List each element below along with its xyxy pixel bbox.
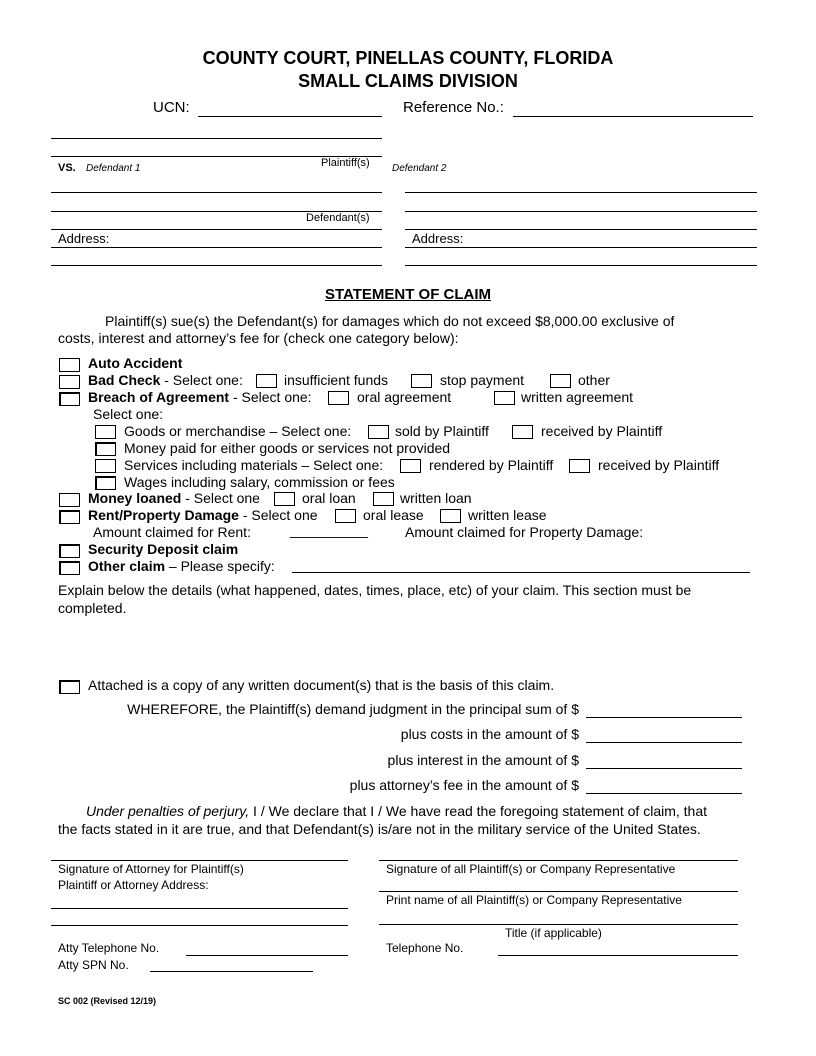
atty-spn-label: Atty SPN No.	[58, 958, 129, 972]
insufficient-funds-label: insufficient funds	[284, 372, 389, 388]
rent-property-select: - Select one	[242, 507, 318, 523]
telephone-field[interactable]	[498, 955, 738, 956]
attorney-fee-label: plus attorney’s fee in the amount of $	[349, 777, 579, 793]
wages-label: Wages including salary, commission or fees	[124, 474, 395, 490]
attorney-fee-field[interactable]	[586, 793, 742, 794]
other-claim-specify: – Please specify:	[168, 558, 275, 574]
money-paid-checkbox[interactable]	[95, 442, 116, 456]
costs-label: plus costs in the amount of $	[400, 726, 579, 742]
defendants-label: Defendant(s)	[306, 212, 370, 224]
title-line[interactable]	[379, 924, 738, 925]
written-loan-checkbox[interactable]	[373, 492, 394, 506]
atty-spn-field[interactable]	[150, 971, 313, 972]
rent-property-line	[88, 507, 318, 523]
oral-lease-checkbox[interactable]	[335, 509, 356, 523]
form-number: SC 002 (Revised 12/19)	[58, 996, 157, 1006]
defendant-2-line-1[interactable]	[405, 192, 757, 193]
attorney-address-label: Plaintiff or Attorney Address:	[58, 878, 209, 892]
goods-checkbox[interactable]	[95, 425, 116, 439]
print-name-label: Print name of all Plaintiff(s) or Company Representative	[386, 893, 682, 907]
address-right-line-1[interactable]	[405, 247, 757, 248]
address-left-line-1[interactable]	[51, 247, 382, 248]
principal-field[interactable]	[586, 717, 742, 718]
bad-check-label: Bad Check	[88, 372, 161, 388]
defendant-1-name-line[interactable]	[51, 229, 382, 230]
rent-property-checkbox[interactable]	[59, 510, 80, 524]
principal-label: WHEREFORE, the Plaintiff(s) demand judgment in the principal sum of $	[127, 701, 579, 717]
other-claim-line	[88, 558, 275, 574]
written-agreement-label: written agreement	[521, 389, 634, 405]
plaintiff-signature-line[interactable]	[379, 860, 738, 861]
address-label-left: Address:	[58, 231, 110, 246]
sold-by-plaintiff-label: sold by Plaintiff	[395, 423, 489, 439]
plaintiff-line-1[interactable]	[51, 138, 382, 139]
intro-line-2: costs, interest and attorney’s fee for (check one category below):	[58, 330, 459, 346]
defendant-1-label: Defendant 1	[86, 163, 141, 174]
received-goods-label: received by Plaintiff	[541, 423, 663, 439]
ucn-field[interactable]	[198, 116, 382, 117]
attorney-signature-line[interactable]	[51, 860, 348, 861]
reference-label: Reference No.:	[403, 99, 504, 116]
attached-label: Attached is a copy of any written document(s) that is the basis of this claim.	[88, 677, 555, 693]
stop-payment-label: stop payment	[440, 372, 525, 388]
atty-phone-field[interactable]	[186, 955, 348, 956]
statement-title: STATEMENT OF CLAIM	[324, 286, 492, 303]
written-agreement-checkbox[interactable]	[494, 391, 515, 405]
reference-field[interactable]	[513, 116, 753, 117]
division-title: SMALL CLAIMS DIVISION	[298, 71, 518, 91]
breach-label: Breach of Agreement	[88, 389, 230, 405]
attorney-address-line-2[interactable]	[51, 925, 348, 926]
goods-label: Goods or merchandise – Select one:	[124, 423, 352, 439]
plaintiff-label: Plaintiff(s)	[321, 157, 370, 169]
sig-plaintiffs-label: Signature of all Plaintiff(s) or Company Representative	[386, 862, 676, 876]
defendant-2-line-2[interactable]	[405, 211, 757, 212]
rendered-by-plaintiff-label: rendered by Plaintiff	[429, 457, 554, 473]
interest-label: plus interest in the amount of $	[387, 752, 579, 768]
interest-field[interactable]	[586, 768, 742, 769]
bad-check-other-checkbox[interactable]	[550, 374, 571, 388]
written-loan-label: written loan	[400, 490, 472, 506]
oral-agreement-checkbox[interactable]	[328, 391, 349, 405]
wages-checkbox[interactable]	[95, 476, 116, 490]
amount-rent-field[interactable]: __________	[290, 522, 368, 538]
services-checkbox[interactable]	[95, 459, 116, 473]
auto-accident-label: Auto Accident	[88, 355, 183, 371]
money-loaned-label: Money loaned	[88, 490, 182, 506]
rendered-by-plaintiff-checkbox[interactable]	[400, 459, 421, 473]
perjury-rest: I / We declare that I / We have read the foregoing statement of claim, that	[249, 803, 708, 819]
amount-rent-label: Amount claimed for Rent:	[93, 524, 251, 540]
other-claim-label: Other claim	[88, 558, 166, 574]
defendant-1-line-1[interactable]	[51, 192, 382, 193]
perjury-line-2: the facts stated in it are true, and that Defendant(s) is/are not in the military service of the United States.	[58, 821, 701, 837]
amount-property-label: Amount claimed for Property Damage:	[405, 524, 644, 540]
oral-agreement-label: oral agreement	[357, 389, 452, 405]
ucn-label: UCN:	[153, 99, 190, 116]
sig-attorney-label: Signature of Attorney for Plaintiff(s)	[58, 862, 244, 876]
received-services-label: received by Plaintiff	[598, 457, 720, 473]
oral-lease-label: oral lease	[363, 507, 424, 523]
security-deposit-label: Security Deposit claim	[88, 541, 239, 557]
explain-line-1: Explain below the details (what happened, dates, times, place, etc) of your claim. This section must be	[58, 582, 692, 598]
breach-select: - Select one:	[232, 389, 312, 405]
security-deposit-checkbox[interactable]	[59, 544, 80, 558]
other-claim-checkbox[interactable]	[59, 561, 80, 575]
services-label: Services including materials – Select one:	[124, 457, 384, 473]
other-claim-field[interactable]	[292, 572, 750, 573]
auto-accident-checkbox[interactable]	[59, 358, 80, 372]
defendant-2-name-line[interactable]	[405, 229, 757, 230]
telephone-label: Telephone No.	[386, 941, 464, 955]
insufficient-funds-checkbox[interactable]	[256, 374, 277, 388]
perjury-italic: Under penalties of perjury,	[86, 803, 250, 819]
received-services-checkbox[interactable]	[569, 459, 590, 473]
stop-payment-checkbox[interactable]	[411, 374, 432, 388]
attorney-address-line-1[interactable]	[51, 908, 348, 909]
explain-line-2: completed.	[58, 600, 127, 616]
money-loaned-checkbox[interactable]	[59, 493, 80, 507]
intro-line-1: Plaintiff(s) sue(s) the Defendant(s) for damages which do not exceed $8,000.00 exclusive of	[105, 313, 675, 329]
breach-select-one: Select one:	[93, 406, 164, 422]
address-left-line-2[interactable]	[51, 265, 382, 266]
vs-label: VS.	[58, 162, 76, 174]
bad-check-other-label: other	[578, 372, 610, 388]
address-label-right: Address:	[412, 231, 464, 246]
written-lease-checkbox[interactable]	[440, 509, 461, 523]
money-paid-label: Money paid for either goods or services not provided	[124, 440, 451, 456]
received-goods-checkbox[interactable]	[512, 425, 533, 439]
rent-property-label: Rent/Property Damage	[88, 507, 239, 523]
attached-checkbox[interactable]	[59, 680, 80, 694]
written-lease-label: written lease	[468, 507, 547, 523]
atty-phone-label: Atty Telephone No.	[58, 941, 160, 955]
money-loaned-line	[88, 490, 260, 506]
bad-check-select: - Select one:	[164, 372, 243, 388]
oral-loan-label: oral loan	[302, 490, 356, 506]
bad-check-line	[88, 372, 243, 388]
costs-field[interactable]	[586, 742, 742, 743]
sold-by-plaintiff-checkbox[interactable]	[368, 425, 389, 439]
title-label: Title (if applicable)	[505, 926, 602, 940]
defendant-2-label: Defendant 2	[392, 163, 447, 174]
print-name-line[interactable]	[379, 891, 738, 892]
bad-check-checkbox[interactable]	[59, 375, 80, 389]
oral-loan-checkbox[interactable]	[274, 492, 295, 506]
address-right-line-2[interactable]	[405, 265, 757, 266]
breach-checkbox[interactable]	[59, 392, 80, 406]
court-title: COUNTY COURT, PINELLAS COUNTY, FLORIDA	[202, 48, 614, 68]
perjury-line-1	[86, 803, 707, 819]
money-loaned-select: - Select one	[185, 490, 260, 506]
breach-line	[88, 389, 312, 405]
